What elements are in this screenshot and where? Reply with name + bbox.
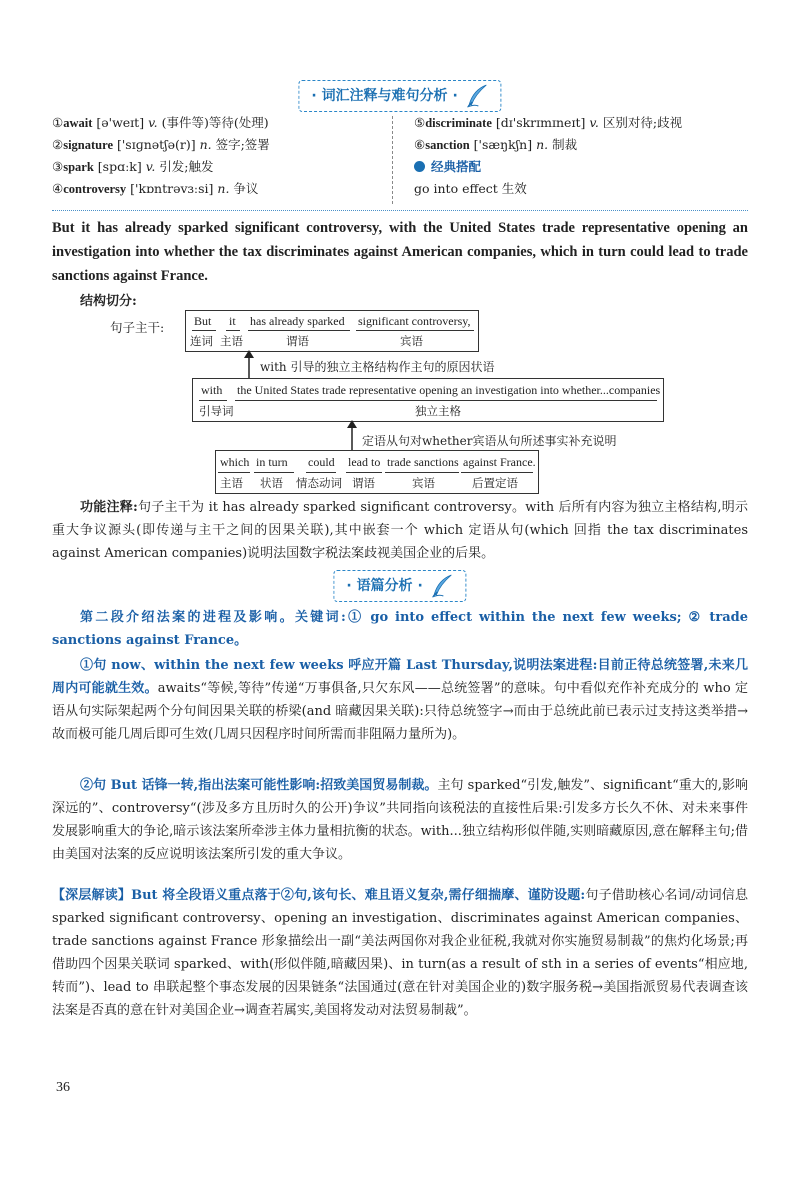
section-divider xyxy=(52,210,748,211)
main-clause-box: But it has already sparked significant controversy, 连词 主语 谓语 宾语 xyxy=(185,310,479,352)
vocab-item: ②signature ['sɪɡnətʃə(r)] n. 签字;签署 xyxy=(52,137,270,152)
analysis-paragraph-2: ②句 But 话锋一转,指出法案可能性影响:招致美国贸易制裁。主句 sparked“引发,触发”、significant“重大的,影响深远的”、controversy“(涉及多方且历时久的公开)争议”共同指向该税法的直接性后果:引发多方长久不休、对未来事件发展影响重大的争论,暗示该法案所牵涉主体力量相抗衡的状态。with...独立结构形似伴随,实则暗藏原因,意在解释主句;借由美国对法案的反应说明该法案所引发的重大争议。 xyxy=(52,778,748,862)
analysis-paragraph-1: ①句 now、within the next few weeks 呼应开篇 Last Thursday,说明法案进程:目前正待总统签署,未来几周内可能就生效。awaits“等候,等待”传递“万事俱备,只欠东风——总统签署”的意味。句中看似充作补充成分的 who 定语从句实际架起两个分句间因果关联的桥梁(and 暗藏因果关联):只待总统签字→而由于总统此前已表示过支持这类举措→故而极可能几周后即可生效(几周只因程序时间所需而非阻隔力量所为)。 xyxy=(52,658,748,742)
vocab-list-right xyxy=(414,112,754,200)
discourse-section-header: · 语篇分析 · xyxy=(333,570,466,602)
function-note: 功能注释:句子主干为 it has already sparked significant controversy。with 后所有内容为独立主格结构,明示重大争议源头(即传递与主干之间的因果关联),其中嵌套一个 which 定语从句(which 回指 the tax discriminates against American companies)说明法国数字税法案歧视美国企业的后果。 xyxy=(52,500,748,561)
arrow-note-1: with 引导的独立主格结构作主句的原因状语 xyxy=(260,360,495,374)
vocab-list-left xyxy=(52,112,387,200)
collocation-title: 经典搭配 xyxy=(414,156,754,178)
vocab-item: ③spark [spɑːk] v. 引发;触发 xyxy=(52,159,214,174)
vocab-section-title: 词汇注释与难句分析 xyxy=(321,88,448,104)
key-sentence: But it has already sparked significant controversy, with the United States trade representative opening an investigation into whether the tax discriminates against American companies, which in turn could lead to trade sanctions against France. xyxy=(52,220,748,284)
discourse-section-title: 语篇分析 xyxy=(356,578,413,594)
bullet-icon xyxy=(414,161,425,172)
deep-interpretation: 【深层解读】But 将全段语义重点落于②句,该句长、难且语义复杂,需仔细揣摩、谨防设题:句子借助核心名词/动词信息 sparked significant controversy、opening an investigation、discriminates against American companies、trade sanctions against France 形象描绘出一副“美法两国你对我企业征税,我就对你实施贸易制裁”的焦灼化场景;再借助四个因果关联词 sparked、with(形似伴随,暗藏因果)、in turn(as a result of sth in a series of events“相应地,转而”)、lead to 串联起整个事态发展的因果链条“法国通过(意在针对美国企业的)数字服务税→美国指派贸易代表调查该法案是否真的意在针对美国企业→调查若属实,美国将发动对法贸易制裁”。 xyxy=(52,888,748,1018)
vocab-item: ⑤discriminate [dɪ'skrɪmɪneɪt] v. 区别对待;歧视 xyxy=(414,115,683,130)
collocation-item: go into effect 生效 xyxy=(414,181,527,196)
relative-clause-box: which in turn could lead to trade sanctions against France. 主语 状语 情态动词 谓语 宾语 后置定语 xyxy=(215,450,539,494)
arrow-note-2: 定语从句对whether宾语从句所述事实补充说明 xyxy=(362,434,617,448)
vocab-section-header: · 词汇注释与难句分析 · xyxy=(298,80,501,112)
vocab-item: ①await [ə'weɪt] v. (事件等)等待(处理) xyxy=(52,115,269,130)
analysis-intro: 第二段介绍法案的进程及影响。关键词:① go into effect within the next few weeks; ② trade sanctions against France。 xyxy=(52,610,748,648)
quill-icon xyxy=(467,84,489,108)
arrow-up-icon xyxy=(345,420,359,454)
vocab-item: ⑥sanction ['sæŋkʃn] n. 制裁 xyxy=(414,137,578,152)
arrow-up-icon xyxy=(242,350,256,380)
main-clause-label: 句子主干: xyxy=(110,320,165,335)
structure-title: 结构切分: xyxy=(80,294,137,309)
vocab-item: ④controversy ['kɒntrəvɜːsi] n. 争议 xyxy=(52,181,259,196)
column-divider xyxy=(392,116,393,204)
function-note-label: 功能注释: xyxy=(80,500,138,515)
page-number: 36 xyxy=(56,1080,70,1095)
absolute-clause-box: with the United States trade representative opening an investigation into whether...companies 引导词 独立主格 xyxy=(192,378,664,422)
quill-icon xyxy=(432,574,454,598)
